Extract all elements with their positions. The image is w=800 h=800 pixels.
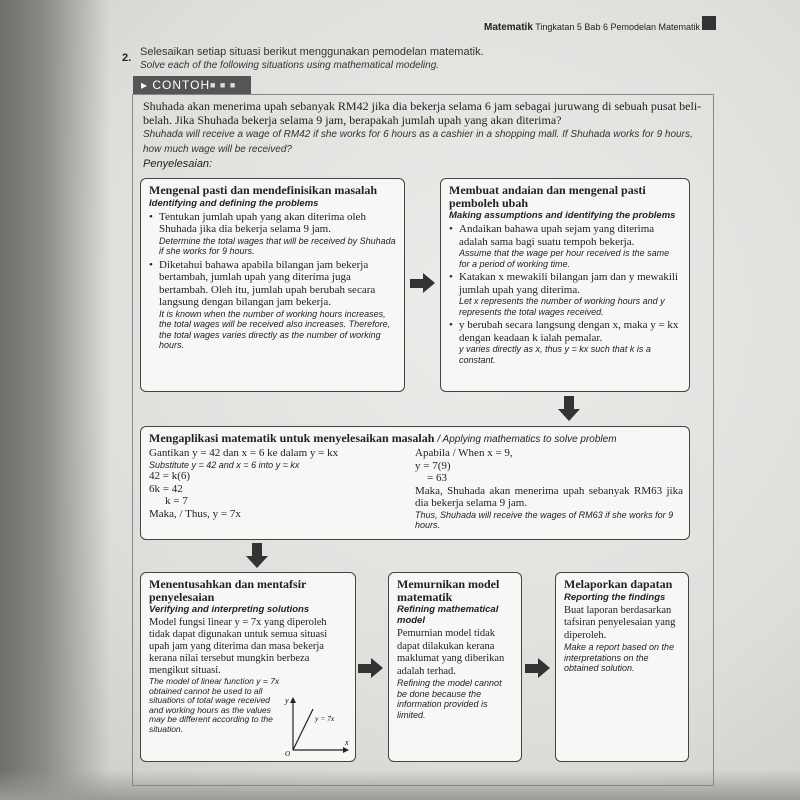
y-axis-label: y xyxy=(285,696,289,705)
apply-title-en: / Applying mathematics to solve problem xyxy=(437,434,617,445)
step-verify-ms: Model fungsi linear y = 7x yang diperoleh tidak dapat digunakan untuk semua situasi upah jam yang diterima dan masa bekerja kerana nilai tersebut mungkin berbeza mengikut situasi. xyxy=(149,617,328,676)
bullet-en: Determine the total wages that will be received by Shuhada if she works for 9 hours. xyxy=(159,235,396,256)
step-apply-title xyxy=(149,432,681,447)
bullet-ms: • Katakan x mewakili bilangan jam dan y mewakili jumlah upah yang diterima. xyxy=(459,271,679,296)
step-report-ms: Buat laporan berdasarkan tafsiran penyelesaian yang diperoleh. xyxy=(564,604,676,641)
bullet-ms: • Andaikan bahawa upah sejam yang diterima adalah sama bagi suatu tempoh bekerja. xyxy=(459,223,655,248)
step-verify-subtitle: Verifying and interpreting solutions xyxy=(149,604,310,615)
step-refine-box xyxy=(388,572,522,762)
graph-line xyxy=(293,709,313,750)
apply-line: 6k = 42 xyxy=(149,482,183,495)
question-ms: Selesaikan setiap situasi berikut menggunakan pemodelan matematik. xyxy=(140,46,484,58)
problem-statement xyxy=(143,100,703,156)
question-number: 2. xyxy=(122,52,132,64)
step-assume-title: Membuat andaian dan mengenal pasti pemboleh ubah xyxy=(449,183,646,210)
apply-left-column xyxy=(149,447,404,520)
step-verify-box xyxy=(140,572,356,762)
step-assume-bullet-1 xyxy=(449,223,681,269)
running-header xyxy=(484,22,700,33)
header-rest: Tingkatan 5 Bab 6 Pemodelan Matematik xyxy=(535,22,700,32)
apply-line: k = 7 xyxy=(165,495,188,507)
solution-label: Penyelesaian: xyxy=(143,158,213,170)
apply-line: 42 = k(6) xyxy=(149,470,191,482)
apply-line: Thus, Shuhada will receive the wages of RM63 if she works for 9 hours. xyxy=(415,509,674,530)
chapter-tab-icon xyxy=(702,16,716,30)
bullet-en: Assume that the wage per hour received is the same for a period of working time. xyxy=(459,248,670,269)
step-identify-bullet-1 xyxy=(149,211,396,257)
arrow-down-icon xyxy=(558,396,580,422)
question-text xyxy=(140,46,484,72)
step-report-en: Make a report based on the interpretations on the obtained solution. xyxy=(564,642,675,673)
bullet-en: Let x represents the number of working hours and y represents the total wages received. xyxy=(459,296,665,317)
step-assume-bullet-2 xyxy=(449,271,681,317)
step-assume-subtitle: Making assumptions and identifying the problems xyxy=(449,210,676,221)
apply-title-ms: Mengaplikasi matematik untuk menyelesaikan masalah xyxy=(149,431,435,445)
step-refine-ms: Pemurnian model tidak dapat dilakukan kerana maklumat yang diberikan adalah terhad. xyxy=(397,628,505,677)
step-apply-box xyxy=(140,426,690,540)
problem-ms: Shuhada akan menerima upah sebanyak RM42 jika dia bekerja selama 6 jam sebagai juruwang di sebuah pusat beli-belah. Jika Shuhada bekerja selama 9 jam, berapakah jumlah upah yang akan diterima? xyxy=(143,99,702,127)
header-subject: Matematik xyxy=(483,22,533,33)
apply-line: y = 7(9) xyxy=(415,459,451,472)
step-identify-box xyxy=(140,178,405,392)
bullet-en: It is known when the number of working hours increases, the total wages will be received also increases. Therefore, the total wages varies directly as the number of working hours. xyxy=(159,308,391,350)
question-en: Solve each of the following situations using mathematical modeling. xyxy=(140,60,440,71)
banner-label: CONTOH xyxy=(152,78,211,92)
x-axis-label: x xyxy=(345,738,349,747)
y-axis-arrow xyxy=(290,697,296,703)
step-identify-bullet-2 xyxy=(149,259,396,351)
step-report-box xyxy=(555,572,689,762)
line-label: y = 7x xyxy=(315,714,335,723)
linear-graph xyxy=(283,695,353,757)
apply-line: Substitute y = 42 and x = 6 into y = kx xyxy=(149,459,300,470)
arrow-down-icon xyxy=(246,543,268,569)
step-refine-subtitle: Refining mathematical model xyxy=(397,604,499,626)
step-verify-en: The model of linear function y = 7x obtained cannot be used to all situations of total wage received and working hours as the values may be different according to the situation. xyxy=(149,676,280,734)
bullet-ms: • Tentukan jumlah upah yang akan diterima oleh Shuhada jika dia bekerja selama 9 jam. xyxy=(159,210,366,235)
bullet-ms: • Diketahui bahawa apabila bilangan jam bekerja bertambah, jumlah upah yang diterima juga bertambah. Oleh itu, jumlah upah berubah secara langsung dengan bilangan jam bekerja. xyxy=(159,258,376,308)
step-refine-title: Memurnikan model matematik xyxy=(397,577,500,604)
apply-line: Gantikan y = 42 dan x = 6 ke dalam y = kx xyxy=(149,447,339,459)
bullet-ms: • y berubah secara langsung dengan x, maka y = kx dengan keadaan k ialah pemalar. xyxy=(459,319,679,344)
step-identify-subtitle: Identifying and defining the problems xyxy=(149,197,319,209)
problem-en: Shuhada will receive a wage of RM42 if she works for 6 hours as a cashier in a shopping mall. If Shuhada works for 9 hours, how much wage will be received? xyxy=(143,129,693,155)
apply-line: = 63 xyxy=(427,472,447,484)
x-axis-arrow xyxy=(343,747,349,753)
banner-dots: ■ ■ ■ xyxy=(210,80,237,90)
step-verify-title: Menentusahkan dan mentafsir penyelesaian xyxy=(149,577,307,604)
bullet-en: y varies directly as x, thus y = kx such that k is a constant. xyxy=(459,344,651,365)
contoh-banner: ▸ CONTOH xyxy=(133,76,251,94)
step-identify-title: Mengenal pasti dan mendefinisikan masalah xyxy=(149,183,378,197)
apply-line: Maka, Shuhada akan menerima upah sebanyak RM63 jika dia bekerja selama 9 jam. xyxy=(415,484,683,509)
step-assume-bullet-3 xyxy=(449,319,681,365)
step-refine-en: Refining the model cannot be done because the information provided is limited. xyxy=(397,678,502,720)
page-edge-shadow xyxy=(0,0,110,800)
step-report-title: Melaporkan dapatan xyxy=(564,577,673,591)
step-report-subtitle: Reporting the findings xyxy=(564,591,666,603)
step-assume-box xyxy=(440,178,690,392)
apply-right-column xyxy=(415,447,683,531)
apply-line: Apabila / When x = 9, xyxy=(415,447,513,459)
origin-label: O xyxy=(285,750,291,757)
apply-line: Maka, / Thus, y = 7x xyxy=(149,507,241,520)
